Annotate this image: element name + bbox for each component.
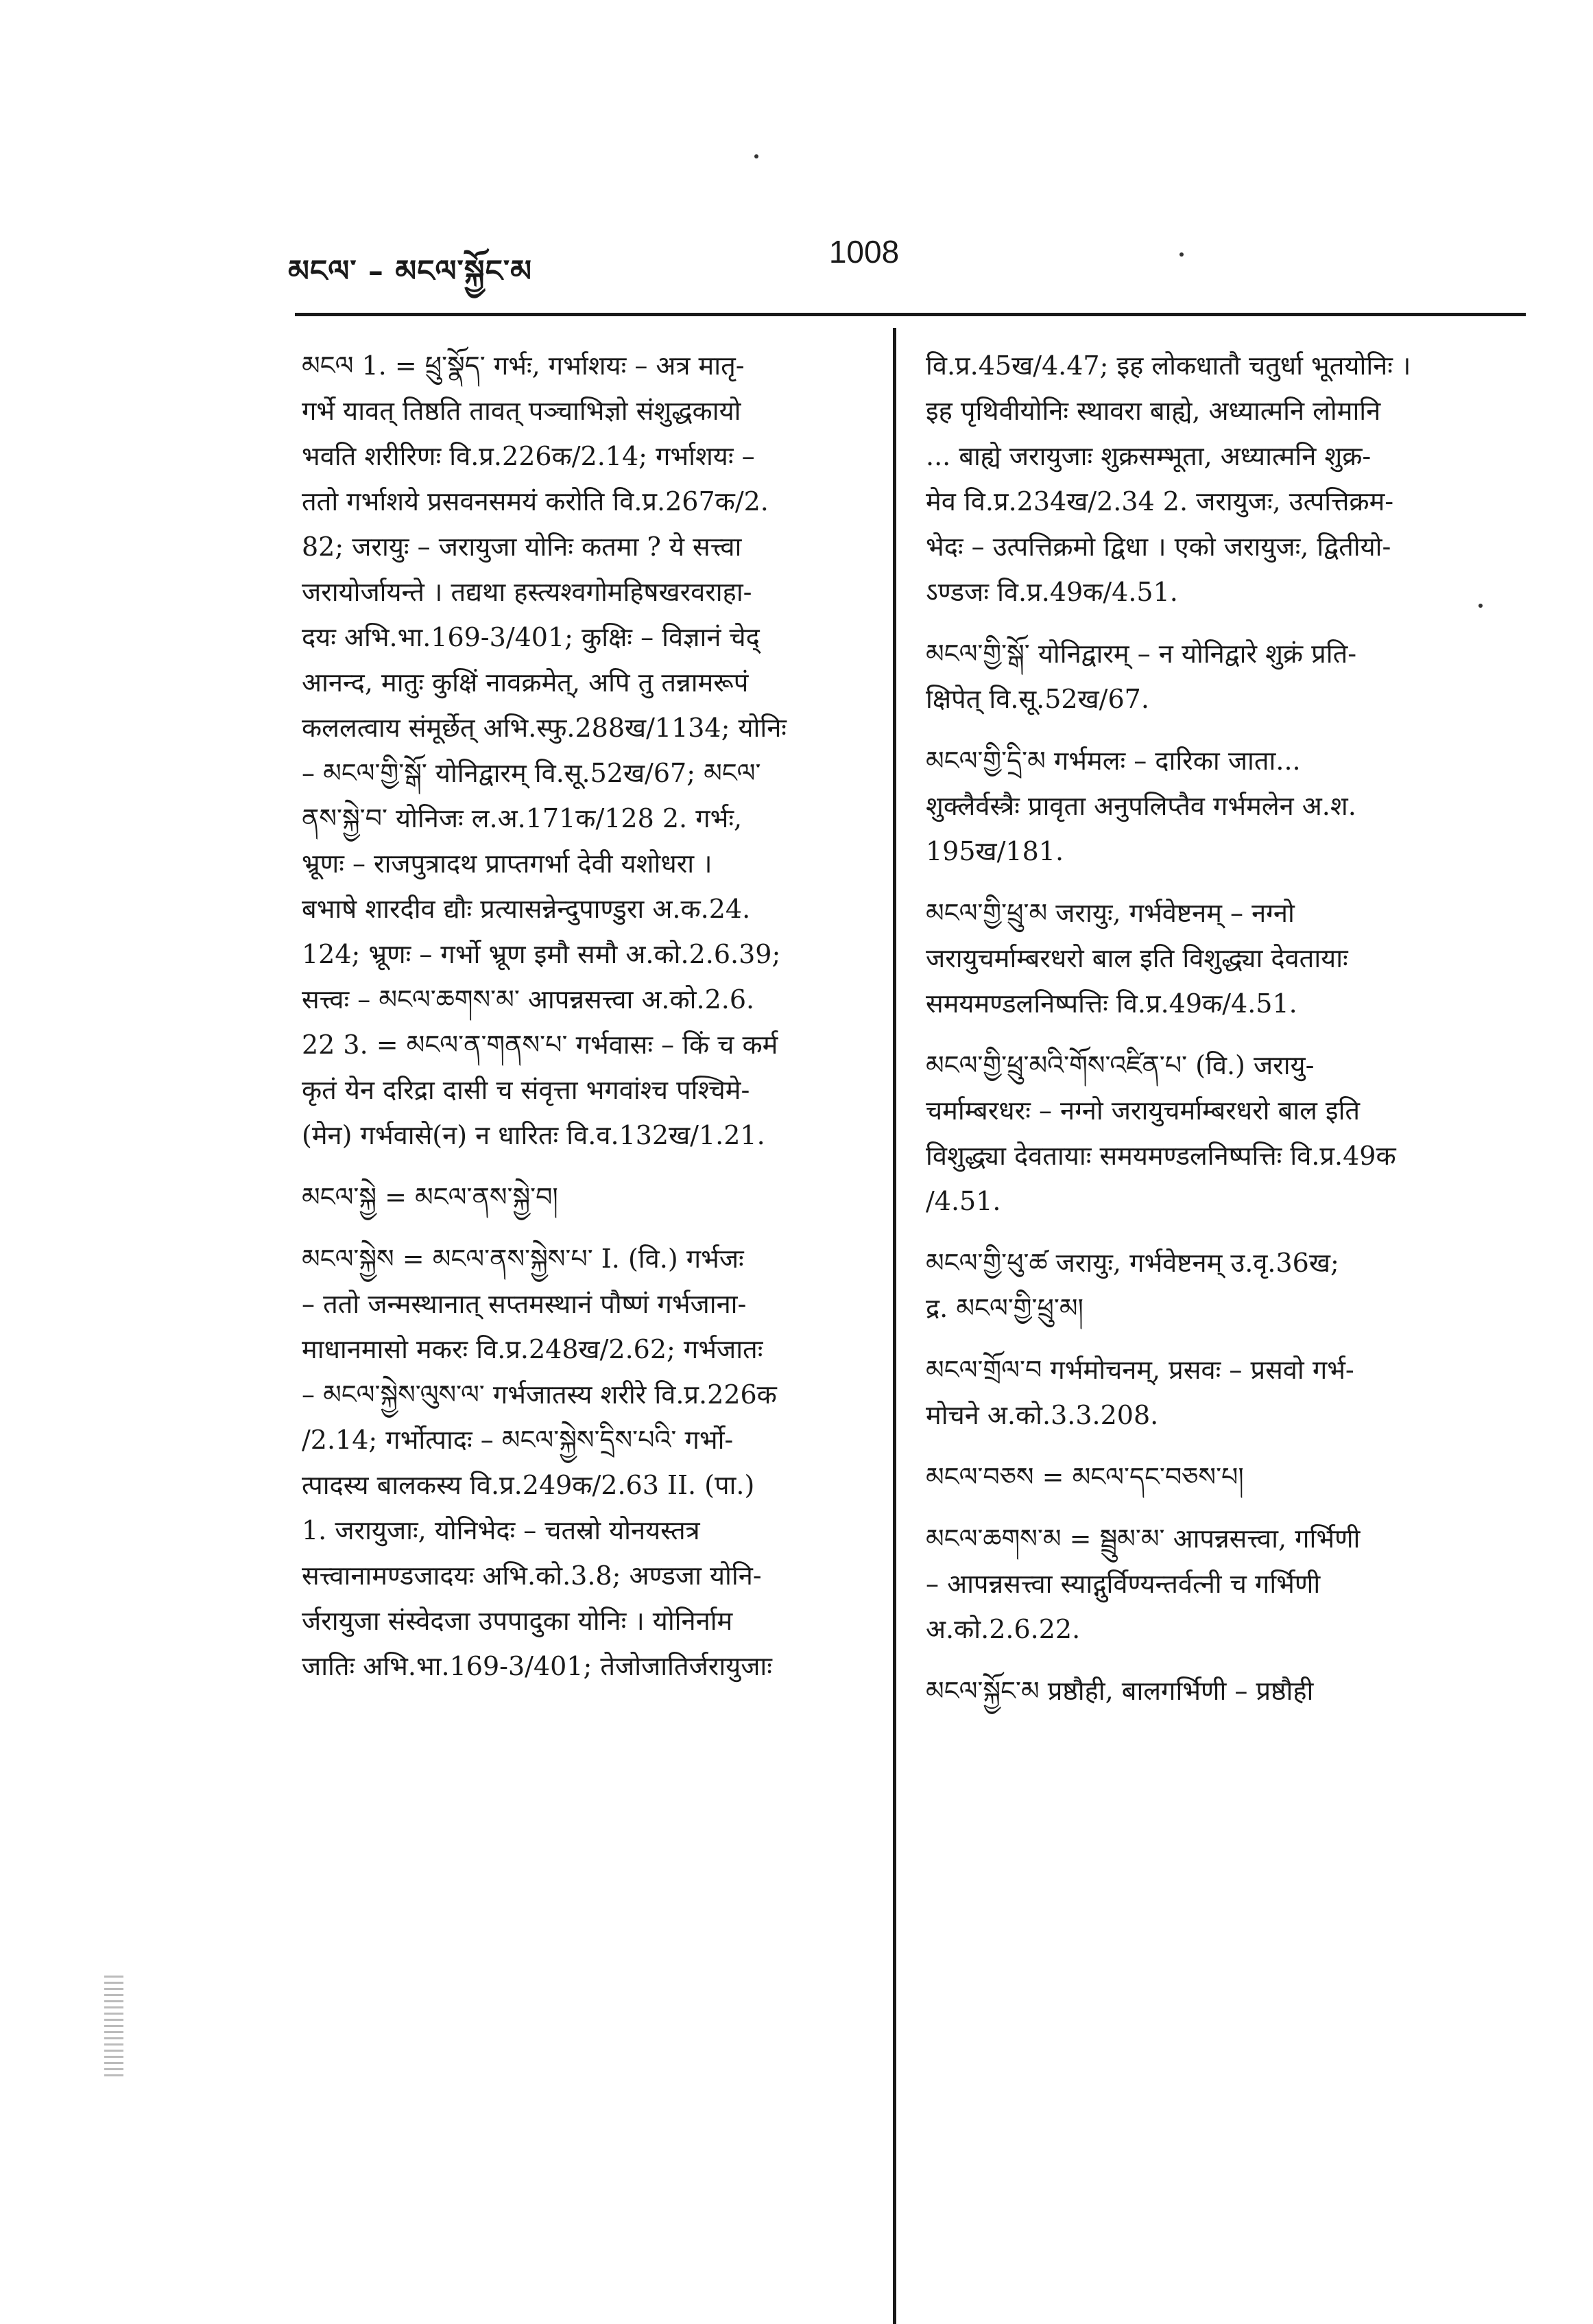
text-line: बभाषे शारदीव द्यौः प्रत्यासन्नेन्दुपाण्डुरा अ.क.24.	[302, 894, 751, 924]
text-line: ऽण्डजः वि.प्र.49क/4.51.	[926, 577, 1178, 607]
scan-dot	[754, 154, 758, 158]
text-line: अ.को.2.6.22.	[926, 1614, 1081, 1644]
text-line: མངལ་སྐྱོང་མ प्रष्ठौही, बालगर्भिणी – प्रष्ठौही	[926, 1676, 1314, 1706]
text-line: क्षिपेत् वि.सू.52ख/67.	[926, 684, 1149, 714]
entry-mngal-skyong-ma	[926, 1668, 1495, 1714]
text-line: (मेन) गर्भवासे(न) न धारितः वि.व.132ख/1.21.	[302, 1120, 765, 1150]
text-line: – आपन्नसत्त्वा स्याद्गुर्विण्यन्तर्वत्नी च गर्भिणी	[926, 1569, 1321, 1599]
text-line: जातिः अभि.भा.169-3/401; तेजोजातिर्जरायुजाः	[302, 1651, 772, 1681]
text-line: भ्रूणः – राजपुत्रादथ प्राप्तगर्भा देवी यशोधरा ।	[302, 849, 712, 879]
column-divider	[893, 328, 896, 2324]
text-line: མངལ་གྱི་ཕྲུ་མ जरायुः, गर्भवेष्टनम् – नग्नो	[926, 898, 1295, 928]
text-line: विशुद्ध्या देवतायाः समयमण्डलनिष्पत्तिः वि.प्र.49क	[926, 1141, 1396, 1171]
text-line: མངལ་གྱི་ཕུ་ཚ जरायुः, गर्भवेष्टनम् उ.वृ.36ख;	[926, 1248, 1339, 1278]
text-line: द्र. མངལ་གྱི་ཕྲུ་མ།	[926, 1293, 1083, 1323]
page-header	[0, 233, 1593, 288]
text-line: दयः अभि.भा.169-3/401; कुक्षिः – विज्ञानं चेद्	[302, 622, 760, 652]
text-line: 82; जरायुः – जरायुजा योनिः कतमा ? ये सत्त्वा	[302, 532, 742, 562]
text-line: /2.14; गर्भोत्पादः – མངལ་སྐྱེས་དྲིས་པའི་ गर्भो-	[302, 1425, 734, 1455]
text-line: མངལ་གྲོལ་བ गर्भमोचनम्, प्रसवः – प्रसवो गर्भ-	[926, 1355, 1354, 1385]
text-line: मोचने अ.को.3.3.208.	[926, 1400, 1159, 1430]
text-line: མངལ་གྱི་སྒོ་ योनिद्वारम् – न योनिद्वारे शुक्रं प्रति-	[926, 639, 1357, 669]
text-line: – མངལ་སྐྱེས་ལུས་ལ་ गर्भजातस्य शरीरे वि.प्र.226क	[302, 1379, 777, 1410]
text-line: जरायुचर्माम्बरधरो बाल इति विशुद्ध्या देवतायाः	[926, 943, 1348, 973]
scan-dot	[1179, 252, 1184, 257]
text-line: गर्भे यावत् तिष्ठति तावत् पञ्चाभिज्ञो संशुद्धकायो	[302, 396, 741, 426]
text-line: མངལ་གྱི་ཕྲུ་མའི་གོས་འཛིན་པ་ (वि.) जरायु-	[926, 1050, 1315, 1080]
text-line: – ततो जन्मस्थानात् सप्तमस्थानं पौष्णं गर्भजाना-	[302, 1289, 747, 1319]
text-line: མངལ་ཆགས་མ = སྦྲུམ་མ་ आपन्नसत्त्वा, गर्भिणी	[926, 1523, 1361, 1554]
entry-mngal-gyi-phru-ma	[926, 890, 1495, 1026]
text-line: མངལ་སྐྱེས = མངལ་ནས་སྐྱེས་པ་ I. (वि.) गर्भजः	[302, 1244, 744, 1274]
text-line: कललत्वाय संमूर्छेत् अभि.स्फु.288ख/1134; योनिः	[302, 713, 787, 743]
entry-mngal-skyes	[302, 1236, 871, 1689]
text-line: मेव वि.प्र.234ख/2.34 2. जरायुजः, उत्पत्तिक्रम-	[926, 486, 1394, 517]
text-line: ... बाह्ये जरायुजाः शुक्रसम्भूता, अध्यात्मनि शुक्र-	[926, 441, 1372, 471]
left-column	[302, 343, 871, 1705]
text-line: माधानमासो मकरः वि.प्र.248ख/2.62; गर्भजातः	[302, 1334, 763, 1364]
text-line: इह पृथिवीयोनिः स्थावरा बाह्ये, अध्यात्मनि लोमानि	[926, 396, 1381, 426]
entry-mngal-gyi-phru-mai-gos	[926, 1043, 1495, 1224]
text-line: कृतं येन दरिद्रा दासी च संवृत्ता भगवांश्च पश्चिमे-	[302, 1075, 750, 1105]
entry-mngal-bcas	[926, 1454, 1495, 1499]
text-line: सत्त्वानामण्डजादयः अभि.को.3.8; अण्डजा योनि-	[302, 1561, 762, 1591]
entry-mngal-gyi-dri-ma	[926, 738, 1495, 874]
entry-mngal	[302, 343, 871, 1158]
text-line: र्जरायुजा संस्वेदजा उपपादुका योनिः । योनिर्नाम	[302, 1606, 733, 1636]
text-line: མངལ 1. = ཕྲུ་སྣོད་ गर्भः, गर्भाशयः – अत्र मातृ-	[302, 351, 745, 381]
entry-mngal-grol-ba	[926, 1347, 1495, 1438]
text-line: ततो गर्भाशये प्रसवनसमयं करोति वि.प्र.267क/2.	[302, 486, 769, 517]
entry-mngal-skye	[302, 1174, 871, 1220]
right-column	[926, 343, 1495, 1730]
text-line: མངལ་གྱི་དྲི་མ गर्भमलः – दारिका जाता...	[926, 746, 1301, 776]
text-line: भवति शरीरिणः वि.प्र.226क/2.14; गर्भाशयः –	[302, 441, 755, 471]
text-line: – མངལ་གྱི་སྒོ་ योनिद्वारम् वि.सू.52ख/67; མངལ་	[302, 758, 761, 788]
text-line: ནས་སྐྱེ་བ་ योनिजः ल.अ.171क/128 2. गर्भः,	[302, 803, 743, 833]
text-line: चर्माम्बरधरः – नग्नो जरायुचर्माम्बरधरो बाल इति	[926, 1095, 1361, 1126]
text-line: 124; भ्रूणः – गर्भो भ्रूण इमौ समौ अ.को.2.6.39;	[302, 939, 781, 969]
text-line: 22 3. = མངལ་ན་གནས་པ་ गर्भवासः – किं च कर्म	[302, 1030, 778, 1060]
text-line: जरायोर्जायन्ते । तद्यथा हस्त्यश्वगोमहिषखरवराहा-	[302, 577, 752, 607]
text-line: आनन्द, मातुः कुक्षिं नावक्रमेत्, अपि तु तन्नामरूपं	[302, 667, 749, 698]
text-line: མངལ་སྐྱེ = མངལ་ནས་སྐྱེ་བ།	[302, 1182, 558, 1212]
text-line: भेदः – उत्पत्तिक्रमो द्विधा । एको जरायुजः, द्वितीयो-	[926, 532, 1391, 562]
text-line: समयमण्डलनिष्पत्तिः वि.प्र.49क/4.51.	[926, 988, 1297, 1019]
scan-dot	[1478, 604, 1483, 608]
text-line: 1. जरायुजाः, योनिभेदः – चतस्रो योनयस्तत्र	[302, 1515, 700, 1545]
header-rule	[295, 313, 1526, 316]
running-headword: མངལ་ – མངལ་སྐྱོང་མ	[288, 254, 533, 289]
entry-continuation	[926, 343, 1495, 615]
text-line: सत्त्वः – མངལ་ཆགས་མ་ आपन्नसत्त्वा अ.को.2.6.	[302, 984, 755, 1015]
text-line: /4.51.	[926, 1186, 1001, 1216]
text-line: वि.प्र.45ख/4.47; इह लोकधातौ चतुर्धा भूतयोनिः ।	[926, 351, 1411, 381]
scan-artifact	[104, 1976, 123, 2078]
text-line: མངལ་བཅས = མངལ་དང་བཅས་པ།	[926, 1462, 1244, 1492]
text-line: शुक्लैर्वस्त्रैः प्रावृता अनुपलिप्तैव गर्भमलेन अ.श.	[926, 791, 1356, 821]
page-number: 1008	[828, 234, 900, 270]
entry-mngal-gyi-sgo	[926, 631, 1495, 722]
text-line: त्पादस्य बालकस्य वि.प्र.249क/2.63 II. (पा.)	[302, 1470, 755, 1500]
entry-mngal-gyi-phu-tsha	[926, 1240, 1495, 1331]
text-line: 195ख/181.	[926, 836, 1064, 866]
entry-mngal-chags-ma	[926, 1516, 1495, 1652]
